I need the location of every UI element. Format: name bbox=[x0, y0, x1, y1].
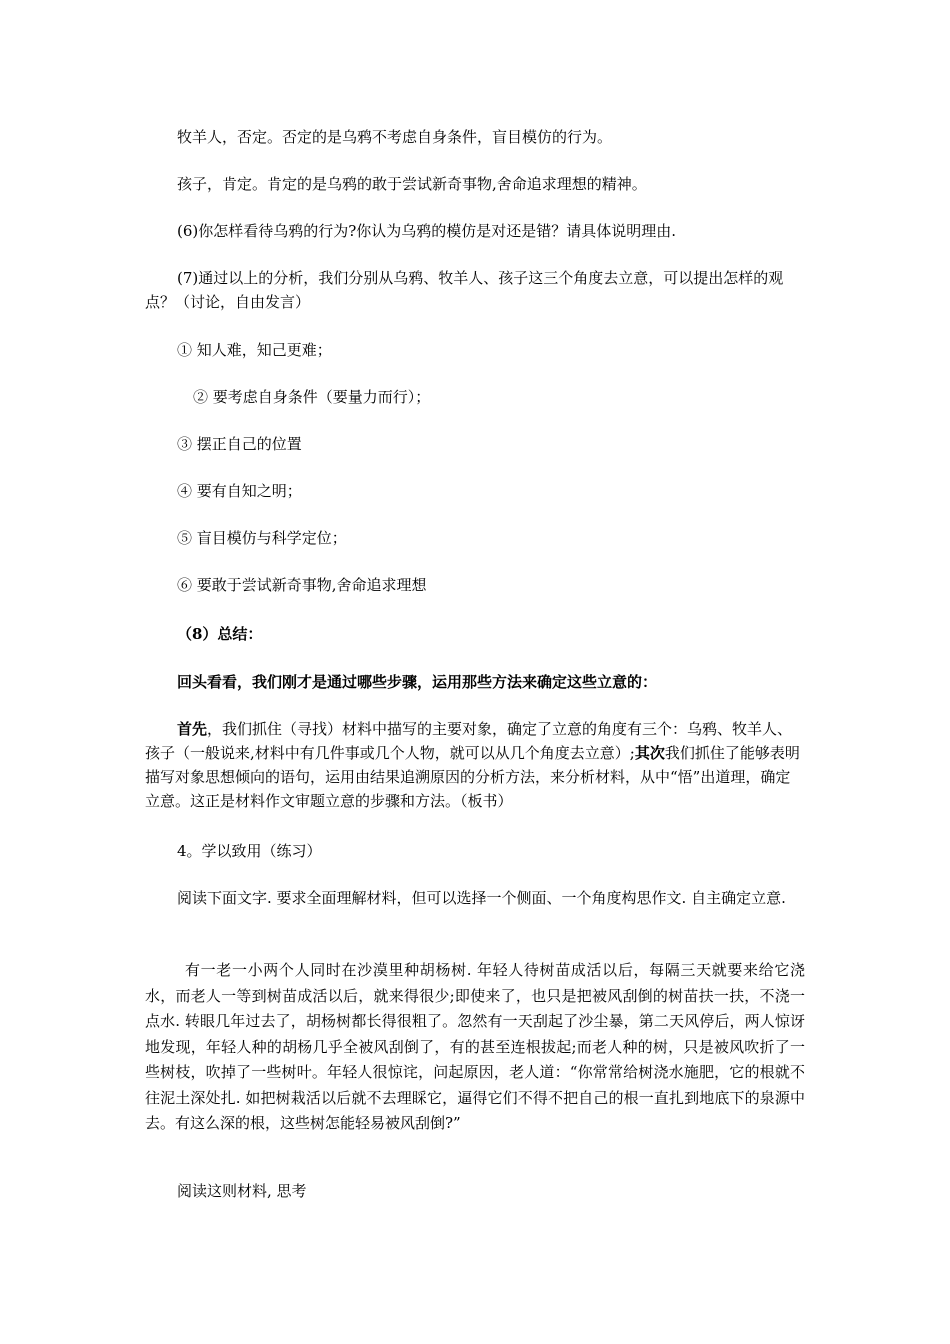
story-paragraph: 有一老一小两个人同时在沙漠里种胡杨树. 年轻人待树苗成活以后，每隔三天就要来给它浇水，而老人一等到树苗成活以后，就来得很少;即使来了，也只是把被风刮倒的树苗扶一扶，不浇一点水. 转眼几年过去了，胡杨树都长得很粗了。忽然有一天刮起了沙尘暴，第二天风停后，两人惊讶地发现，年轻人种的胡杨几乎全被风刮倒了，有的甚至连根拔起;而老人种的树，只是被风吹折了一些树枝，吹掉了一些树叶。年轻人很惊诧，问起原因，老人道：“你常常给树浇水施肥，它的根就不往泥土深处扎. 如把树栽活以后就不去理睬它，逼得它们不得不把自己的根一直扎到地底下的泉源中去。有这么深的根，这些树怎能轻易被风刮倒?” bbox=[145, 961, 805, 1132]
paragraph-child: 孩子，肯定。肯定的是乌鸦的敢于尝试新奇事物,舍命追求理想的精神。 bbox=[177, 175, 647, 193]
method-paragraph bbox=[145, 717, 805, 813]
summary-heading: （8）总结： bbox=[177, 625, 263, 643]
method-text-a: ，我们抓住（寻找）材料中描写的主要对象，确定了立意的角度有三个：乌鸦、牧羊人、孩子（一般说来,材料中有几件事或几个人物，就可以从几个角度去立意）; bbox=[145, 720, 793, 762]
question-6: (6)你怎样看待乌鸦的行为?你认为乌鸦的模仿是对还是错？请具体说明理由. bbox=[177, 222, 677, 240]
viewpoint-3: ③ 摆正自己的位置 bbox=[177, 435, 302, 453]
viewpoint-4: ④ 要有自知之明； bbox=[177, 482, 302, 500]
review-line: 回头看看，我们刚才是通过哪些步骤，运用那些方法来确定这些立意的： bbox=[177, 673, 658, 691]
viewpoint-6: ⑥ 要敢于尝试新奇事物,舍命追求理想 bbox=[177, 576, 427, 594]
paragraph-shepherd: 牧羊人，否定。否定的是乌鸦不考虑自身条件，盲目模仿的行为。 bbox=[177, 128, 613, 146]
viewpoint-5: ⑤ 盲目模仿与科学定位； bbox=[177, 529, 347, 547]
section-4-heading: 4。学以致用（练习） bbox=[177, 842, 322, 860]
method-text-b: 我们抓住了能够表明描写对象思想倾向的语句，运用由结果追溯原因的分析方法，来分析材料，从中“悟”出道理，确定立意。这正是材料作文审题立意的步骤和方法。（板书） bbox=[145, 744, 800, 810]
viewpoint-2: ② 要考虑自身条件（要量力而行）； bbox=[193, 388, 431, 406]
second-marker: 其次 bbox=[634, 744, 665, 762]
first-marker: 首先 bbox=[177, 720, 208, 738]
instruction-paragraph: 阅读下面文字. 要求全面理解材料，但可以选择一个侧面、一个角度构思作文. 自主确定立意. bbox=[177, 889, 786, 907]
viewpoint-1: ① 知人难，知己更难； bbox=[177, 341, 332, 359]
closing-line: 阅读这则材料, 思考 bbox=[177, 1182, 307, 1200]
question-7: (7)通过以上的分析，我们分别从乌鸦、牧羊人、孩子这三个角度去立意，可以提出怎样的观点？（讨论，自由发言） bbox=[145, 269, 784, 311]
